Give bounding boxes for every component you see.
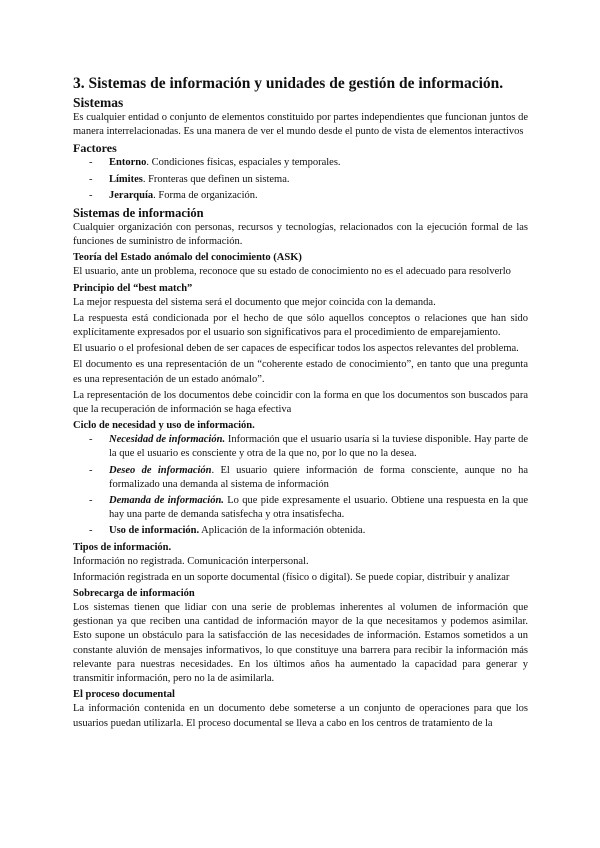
paragraph-proceso: La información contenida en un documento debe someterse a un conjunto de operaciones para que los usuarios puedan utilizarla. El proceso documental se lleva a cabo en los centros de tratamiento de la (73, 703, 528, 729)
list-item: - Jerarquía. Forma de organización. (89, 189, 258, 201)
paragraph-ask: El usuario, ante un problema, reconoce que su estado de conocimiento no es el adecuado para resolverlo (73, 266, 511, 278)
list-item: - Límites. Fronteras que definen un sistema. (89, 173, 290, 185)
list-item: - Uso de información. Aplicación de la información obtenida. (89, 525, 366, 537)
list-item: - Deseo de información. El usuario quiere información de forma consciente, aunque no ha formalizado una demanda al sistema de información (89, 464, 528, 490)
heading-proceso: El proceso documental (73, 689, 175, 701)
paragraph-sistemas-informacion: Cualquier organización con personas, recursos y tecnologías, relacionados con la ejecución formal de las funciones de suministro de información. (73, 222, 528, 248)
list-item: - Entorno. Condiciones físicas, espaciales y temporales. (89, 157, 341, 169)
page-title: 3. Sistemas de información y unidades de gestión de información. (73, 75, 504, 92)
paragraph-best-match-3: El usuario o el profesional deben de ser capaces de especificar todos los aspectos relevantes del problema. (73, 343, 519, 355)
heading-ask: Teoría del Estado anómalo del conocimiento (ASK) (73, 252, 302, 264)
paragraph-best-match-1: La mejor respuesta del sistema será el documento que mejor coincida con la demanda. (73, 296, 436, 308)
list-item: - Demanda de información. Lo que pide expresamente el usuario. Obtiene una respuesta en la que hay una parte de demanda satisfecha y otra insatisfecha. (89, 495, 528, 521)
heading-sistemas: Sistemas (73, 95, 124, 110)
paragraph-best-match-4: El documento es una representación de un “coherente estado de conocimiento”, en tanto que una pregunta es una representación de un estado anómalo”. (73, 359, 528, 385)
heading-tipos: Tipos de información. (73, 541, 172, 553)
document-page (73, 74, 528, 733)
heading-sistemas-informacion: Sistemas de información (73, 206, 204, 221)
heading-ciclo: Ciclo de necesidad y uso de información. (73, 420, 255, 432)
list-factores (73, 156, 528, 203)
paragraph-sobrecarga: Los sistemas tienen que lidiar con una serie de problemas inherentes al volumen de información que gestionan ya que reciben una cantidad de información mayor de la que necesitamos y podemos asimilar. Esto supone un obstáculo para la satisfacción de las necesidades de información. Estamos sometidos a un constante aluvión de mensajes informativos, lo que constituye una barrera para recibir la información más relevante para nuestras necesidades. En los últimos años ha aumentado la capacidad para generar y transmitir información, pero no la de asimilarla. (73, 602, 528, 685)
heading-sobrecarga: Sobrecarga de información (73, 588, 195, 600)
heading-factores: Factores (73, 141, 117, 156)
paragraph-sistemas: Es cualquier entidad o conjunto de elementos constituido por partes independientes que funcionan juntos de manera interrelacionadas. Es una manera de ver el mundo desde el punto de vista de elementos interactivos (73, 112, 528, 138)
list-ciclo (73, 433, 528, 538)
paragraph-best-match-2: La respuesta está condicionada por el hecho de que sólo aquellos conceptos o relaciones que han sido explícitamente expresados por el usuario son significativos para el procedimiento de emparejamiento. (73, 312, 528, 339)
heading-best-match: Principio del “best match” (73, 282, 193, 294)
paragraph-tipos-2: Información registrada en un soporte documental (físico o digital). Se puede copiar, distribuir y analizar (73, 571, 510, 583)
paragraph-tipos-1: Información no registrada. Comunicación interpersonal. (73, 555, 309, 567)
list-item: - Necesidad de información. Información que el usuario usaría si la tuviese disponible. Hay parte de la que el usuario es consciente y otra de la que no, por lo que no la desea. (89, 434, 529, 460)
paragraph-best-match-5: La representación de los documentos debe coincidir con la forma en que los documentos son buscados para que la recuperación de información se haga efectiva (73, 389, 528, 416)
